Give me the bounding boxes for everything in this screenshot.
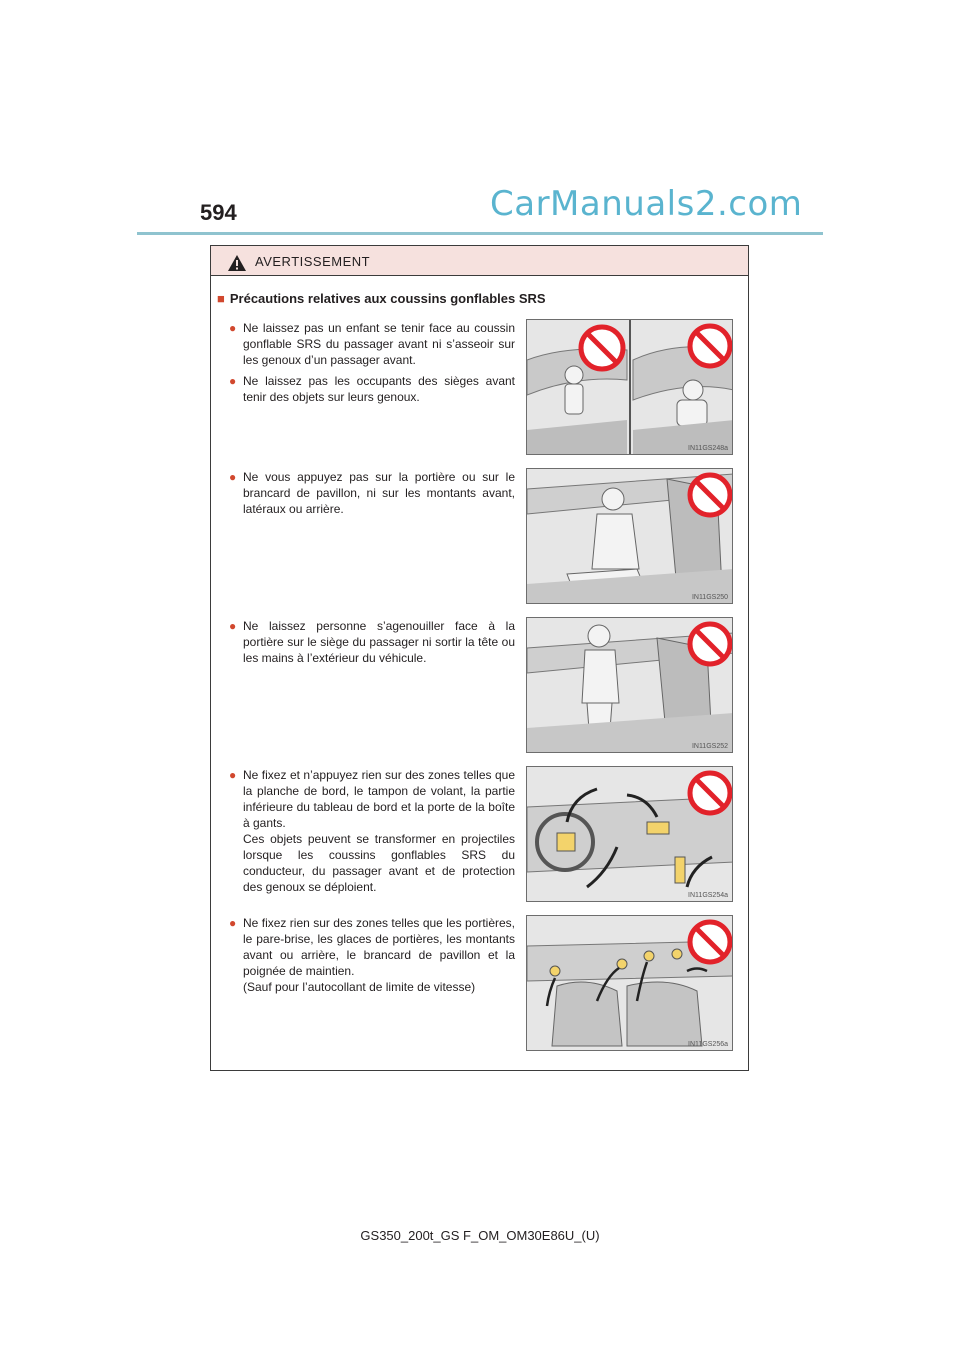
circle-bullet-icon: ● — [229, 470, 237, 484]
illustration-dashboard-objects — [526, 766, 733, 902]
page-number: 594 — [200, 200, 237, 225]
car-interior-illustration — [527, 618, 733, 753]
circle-bullet-icon: ● — [229, 321, 237, 335]
section-heading-text: Précautions relatives aux coussins gonflables SRS — [229, 291, 546, 306]
item-text: Ne laissez pas un enfant se tenir face au coussin gonflable SRS du passager avant ni s’asseoir sur les genoux d’un passager avant. — [243, 321, 515, 367]
list-item — [229, 618, 515, 666]
circle-bullet-icon: ● — [229, 374, 237, 388]
figure-code: IN11GS250 — [691, 594, 728, 601]
list-item — [229, 373, 515, 405]
list-item — [229, 469, 515, 517]
item-text: Ne laissez personne s’agenouiller face à la portière sur le siège du passager ni sortir la tête ou les mains à l’extérieur du véhicule. — [243, 619, 515, 665]
prohibited-icon — [690, 475, 730, 515]
figure-code: IN11GS256a — [688, 1041, 728, 1048]
warning-title: AVERTISSEMENT — [255, 254, 371, 269]
watermark[interactable]: CarManuals2.com — [490, 184, 803, 224]
figure-code: IN11GS252 — [691, 743, 728, 750]
car-interior-illustration — [527, 916, 733, 1051]
prohibited-icon — [690, 326, 730, 366]
item-note: Ces objets peuvent se transformer en projectiles lorsque les coussins gonflables SRS du conducteur, du passager avant et de protection des genoux se déploient. — [243, 832, 515, 894]
illustration-leaning-door — [526, 468, 733, 604]
figure-code: IN11GS254a — [688, 892, 728, 899]
car-interior-illustration — [527, 320, 733, 455]
warning-header — [211, 246, 748, 276]
circle-bullet-icon: ● — [229, 768, 237, 782]
car-interior-illustration — [527, 469, 733, 604]
prohibited-icon — [690, 624, 730, 664]
circle-bullet-icon: ● — [229, 619, 237, 633]
item-note: (Sauf pour l’autocollant de limite de vitesse) — [243, 980, 476, 994]
car-interior-illustration — [527, 767, 733, 902]
footer-doc-id: GS350_200t_GS F_OM_OM30E86U_(U) — [360, 1228, 600, 1243]
item-text: Ne laissez pas les occupants des sièges avant tenir des objets sur leurs genoux. — [243, 374, 515, 404]
square-bullet-icon: ■ — [217, 291, 225, 306]
item-text: Ne vous appuyez pas sur la portière ou sur le brancard de pavillon, ni sur les montants avant, latéraux ou arrière. — [243, 470, 515, 516]
item-text: Ne fixez rien sur des zones telles que les portières, le pare-brise, les glaces de portières, les montants avant ou arrière, le brancard de pavillon et la poignée de maintien. — [243, 916, 515, 978]
warning-box — [210, 245, 749, 1071]
list-item — [229, 320, 515, 368]
illustration-child-airbag — [526, 319, 733, 455]
list-item — [229, 767, 515, 895]
figure-code: IN11GS248a — [688, 445, 728, 452]
circle-bullet-icon: ● — [229, 916, 237, 930]
list-item — [229, 915, 515, 995]
warning-triangle-icon — [227, 254, 247, 272]
prohibited-icon — [690, 922, 730, 962]
header-rule — [137, 232, 823, 235]
prohibited-icon — [690, 773, 730, 813]
item-text: Ne fixez et n’appuyez rien sur des zones telles que la planche de bord, le tampon de volant, la partie inférieure du tableau de bord et la porte de la boîte à gants. — [243, 768, 515, 830]
illustration-cabin-attachments — [526, 915, 733, 1051]
section-heading — [217, 291, 546, 306]
prohibited-icon — [581, 327, 623, 369]
illustration-kneeling-passenger — [526, 617, 733, 753]
